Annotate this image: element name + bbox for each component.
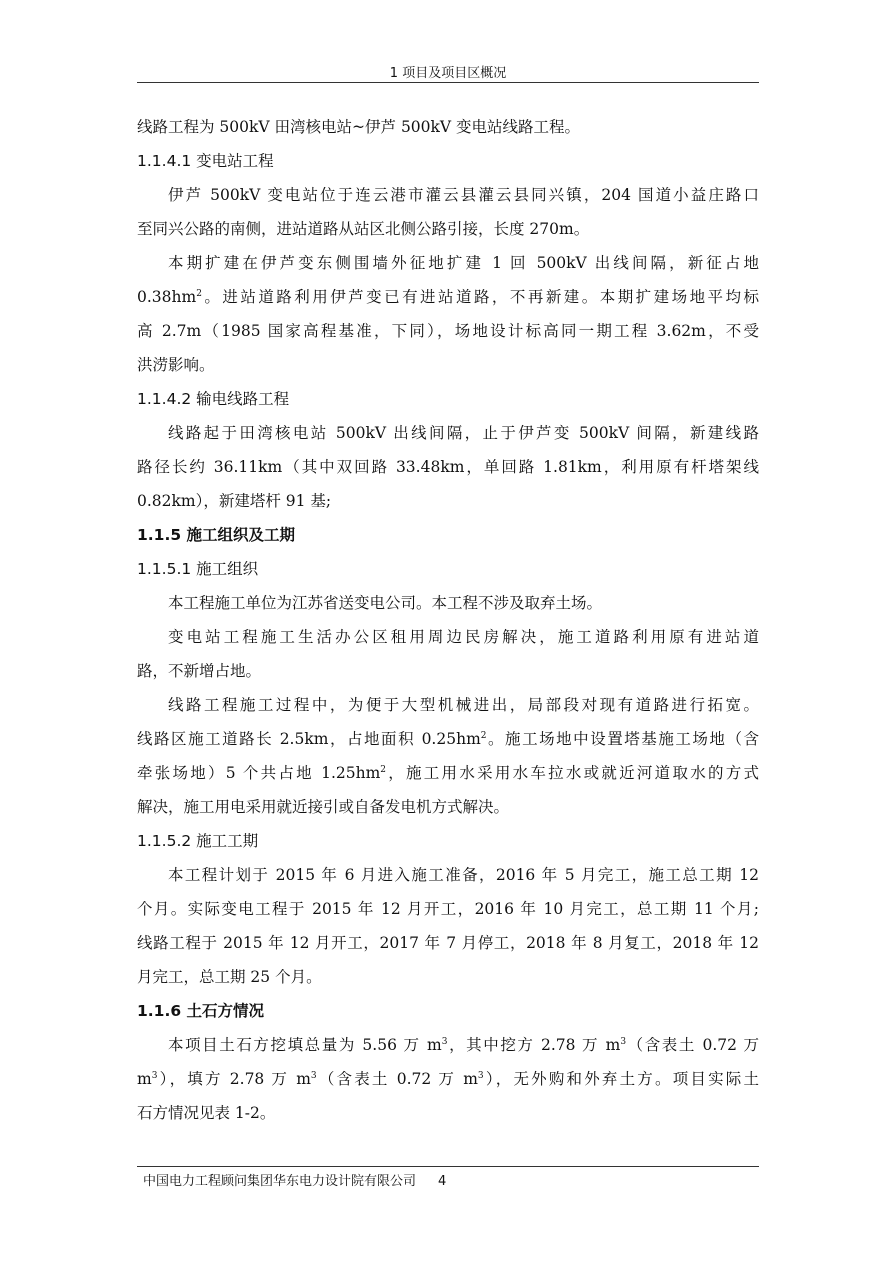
paragraph-line: 高 2.7m（1985 国家高程基准，下同），场地设计标高同一期工程 3.62m，不受 bbox=[137, 322, 759, 340]
paragraph-line: 路，不新增占地。 bbox=[137, 662, 262, 680]
paragraph-line: 本期扩建在伊芦变东侧围墙外征地扩建 1 回 500kV 出线间隔，新征占地 bbox=[168, 254, 759, 272]
superscript: 2 bbox=[380, 764, 387, 775]
superscript: 2 bbox=[480, 730, 487, 741]
paragraph: 本工程施工单位为江苏省送变电公司。本工程不涉及取弃土场。 bbox=[168, 594, 603, 612]
superscript: 3 bbox=[477, 1070, 484, 1081]
text-span: 线路区施工道路长 2.5km，占地面积 0.25hm bbox=[137, 730, 481, 748]
heading-115: 1.1.5 施工组织及工期 bbox=[137, 526, 296, 544]
page-number: 4 bbox=[438, 1174, 447, 1189]
paragraph-line bbox=[137, 1028, 759, 1062]
text-span: （含表土 0.72 万 bbox=[626, 1036, 759, 1054]
text-span: m bbox=[137, 1070, 152, 1088]
paragraph-line: 0.82km），新建塔杆 91 基; bbox=[137, 492, 332, 510]
text-span: ，其中挖方 2.78 万 m bbox=[447, 1036, 621, 1054]
text-span: 。施工场地中设置塔基施工场地（含 bbox=[486, 730, 759, 748]
superscript: 3 bbox=[441, 1036, 448, 1047]
paragraph-line bbox=[137, 1062, 759, 1096]
text-span: （含表土 0.72 万 m bbox=[316, 1070, 478, 1088]
paragraph-line bbox=[137, 280, 759, 314]
superscript: 3 bbox=[620, 1036, 627, 1047]
page-footer bbox=[143, 1170, 446, 1189]
text-span: 0.38hm bbox=[137, 288, 197, 306]
heading-1141: 1.1.4.1 变电站工程 bbox=[137, 152, 274, 170]
paragraph-line: 解决，施工用电采用就近接引或自备发电机方式解决。 bbox=[137, 798, 510, 816]
heading-1152: 1.1.5.2 施工工期 bbox=[137, 832, 259, 850]
paragraph-line: 路径长约 36.11km（其中双回路 33.48km，单回路 1.81km，利用原有杆塔架线 bbox=[137, 458, 759, 476]
paragraph-line: 线路工程于 2015 年 12 月开工，2017 年 7 月停工，2018 年 8 月复工，2018 年 12 bbox=[137, 934, 759, 952]
paragraph: 线路工程为 500kV 田湾核电站~伊芦 500kV 变电站线路工程。 bbox=[137, 118, 581, 136]
superscript: 2 bbox=[196, 288, 202, 299]
header-rule bbox=[137, 82, 759, 83]
document-body bbox=[137, 110, 759, 1130]
paragraph-line bbox=[137, 722, 759, 756]
paragraph-line: 月完工，总工期 25 个月。 bbox=[137, 968, 322, 986]
text-span: ，施工用水采用水车拉水或就近河道取水的方式 bbox=[386, 764, 759, 782]
text-span: 。进站道路利用伊芦变已有进站道路，不再新建。本期扩建场地平均标 bbox=[201, 288, 759, 306]
text-span: ），无外购和外弃土方。项目实际土 bbox=[483, 1070, 759, 1088]
text-span: 牵张场地）5 个共占地 1.25hm bbox=[137, 764, 381, 782]
paragraph-line: 本工程计划于 2015 年 6 月进入施工准备，2016 年 5 月完工，施工总工期 12 bbox=[168, 866, 759, 884]
footer-org: 中国电力工程顾问集团华东电力设计院有限公司 bbox=[143, 1174, 417, 1189]
paragraph-line: 至同兴公路的南侧，进站道路从站区北侧公路引接，长度 270m。 bbox=[137, 220, 590, 238]
text-span: 本项目土石方挖填总量为 5.56 万 m bbox=[168, 1036, 442, 1054]
paragraph-line: 线路工程施工过程中，为便于大型机械进出，局部段对现有道路进行拓宽。 bbox=[168, 696, 759, 714]
paragraph-line: 伊芦 500kV 变电站位于连云港市灌云县灌云县同兴镇，204 国道小益庄路口 bbox=[168, 186, 759, 204]
page-header: 1 项目及项目区概况 bbox=[389, 66, 507, 81]
superscript: 3 bbox=[310, 1070, 317, 1081]
heading-1142: 1.1.4.2 输电线路工程 bbox=[137, 390, 290, 408]
paragraph-line: 石方情况见表 1-2。 bbox=[137, 1104, 276, 1122]
heading-116: 1.1.6 土石方情况 bbox=[137, 1002, 265, 1020]
paragraph-line: 个月。实际变电工程于 2015 年 12 月开工，2016 年 10 月完工，总工期 11 个月; bbox=[137, 900, 759, 918]
superscript: 3 bbox=[151, 1070, 158, 1081]
heading-1151: 1.1.5.1 施工组织 bbox=[137, 560, 259, 578]
paragraph-line bbox=[137, 756, 759, 790]
paragraph-line: 洪涝影响。 bbox=[137, 356, 215, 374]
paragraph-line: 变电站工程施工生活办公区租用周边民房解决，施工道路利用原有进站道 bbox=[168, 628, 759, 646]
paragraph-line: 线路起于田湾核电站 500kV 出线间隔，止于伊芦变 500kV 间隔，新建线路 bbox=[168, 424, 759, 442]
footer-rule bbox=[137, 1166, 759, 1167]
text-span: ），填方 2.78 万 m bbox=[157, 1070, 311, 1088]
